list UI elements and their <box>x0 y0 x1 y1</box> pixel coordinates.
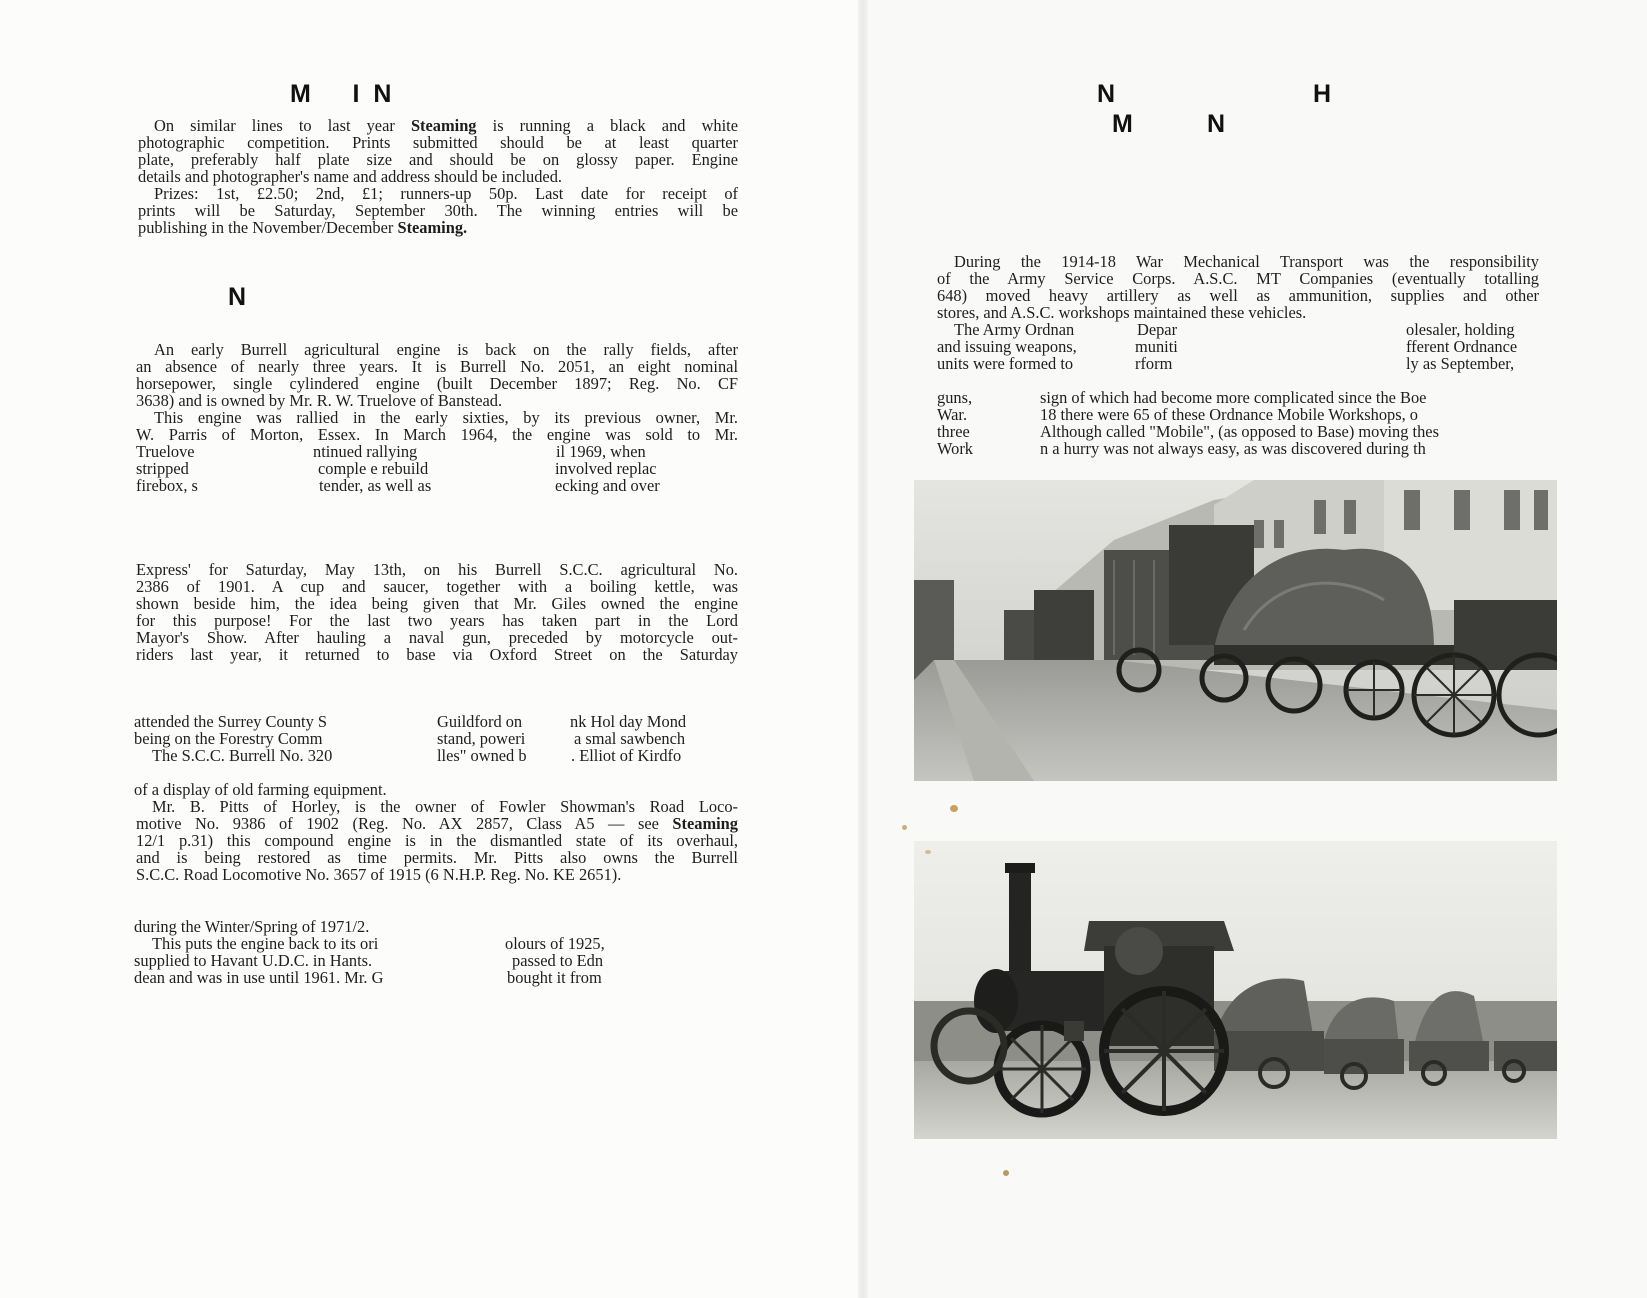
text-fragment: involved replac <box>555 459 657 478</box>
text-line: Mayor's Show. After hauling a naval gun, preceded by motorcycle out- <box>136 628 738 647</box>
text-fragment: stand, poweri <box>437 729 526 748</box>
text-fragment: guns, <box>937 388 973 407</box>
text-fragment: olours of 1925, <box>505 934 605 953</box>
text-fragment: muniti <box>1135 337 1178 356</box>
text-line: This engine was rallied in the early sixties, by its previous owner, Mr. <box>154 408 738 427</box>
text-fragment: a smal sawbench <box>574 729 686 748</box>
text-line: Mr. B. Pitts of Horley, is the owner of Fowler Showman's Road Loco- <box>152 797 738 816</box>
text-fragment: This puts the engine back to its ori <box>152 934 379 953</box>
text-line: of a display of old farming equipment. <box>134 780 387 799</box>
wagon-convoy-image <box>914 480 1557 781</box>
text-fragment: Truelove <box>136 442 195 461</box>
text-fragment: Work <box>937 439 974 458</box>
right-heading-word: H <box>1313 80 1332 108</box>
text-fragment: n a hurry was not always easy, as was discovered during th <box>1040 439 1426 458</box>
right-heading-word: N <box>1097 80 1116 108</box>
text-fragment: and issuing weapons, <box>937 337 1077 356</box>
text-line: 3638) and is owned by Mr. R. W. Truelove of Banstead. <box>136 391 503 410</box>
text-line: of the Army Service Corps. A.S.C. MT Companies (eventually totalling <box>937 269 1539 288</box>
text-line: S.C.C. Road Locomotive No. 3657 of 1915 (6 N.H.P. Reg. No. KE 2651). <box>136 865 622 884</box>
text-fragment: bought it from <box>507 968 602 987</box>
text-fragment: attended the Surrey County S <box>134 712 328 731</box>
photo-wagon-convoy <box>914 480 1557 781</box>
text-line: 2386 of 1901. A cup and saucer, together with a boiling kettle, was <box>136 577 738 596</box>
text-line: An early Burrell agricultural engine is back on the rally fields, after <box>154 340 738 359</box>
text-fragment: rform <box>1135 354 1173 373</box>
burrell-heading: N <box>228 283 247 311</box>
text-fragment: Depar <box>1137 320 1178 339</box>
text-line: motive No. 9386 of 1902 (Reg. No. AX 2857, Class A5 — see Steaming <box>136 814 738 833</box>
scan-speck <box>925 850 931 854</box>
text-fragment: The S.C.C. Burrell No. 320 <box>152 746 333 765</box>
text-line: and is being restored as time permits. Mr. Pitts also owns the Burrell <box>136 848 738 867</box>
text-fragment: ntinued rallying <box>313 442 418 461</box>
text-line: shown beside him, the idea being given that Mr. Giles owned the engine <box>136 594 738 613</box>
scan-speck <box>1003 1170 1009 1176</box>
text-line: 648) moved heavy artillery as well as ammunition, supplies and other <box>937 286 1539 305</box>
text-line: stores, and A.S.C. workshops maintained these vehicles. <box>937 303 1307 322</box>
text-line: plate, preferably half plate size and should be on glossy paper. Engine <box>138 150 738 169</box>
text-line: On similar lines to last year Steaming is running a black and white <box>154 116 738 135</box>
text-fragment: comple e rebuild <box>318 459 429 478</box>
text-fragment: War. <box>937 405 968 424</box>
traction-engine-image <box>914 841 1557 1139</box>
text-line: details and photographer's name and address should be included. <box>138 167 562 186</box>
text-fragment: . Elliot of Kirdfo <box>571 746 682 765</box>
text-fragment: ecking and over <box>555 476 660 495</box>
text-fragment: stripped <box>136 459 189 478</box>
text-fragment: lles" owned b <box>437 746 527 765</box>
competition-heading: M I N <box>290 80 392 108</box>
photo-traction-engine <box>914 841 1557 1139</box>
text-fragment: fferent Ordnance <box>1406 337 1518 356</box>
right-heading-word: N <box>1207 110 1226 138</box>
text-line: for this purpose! For the last two years has taken part in the Lord <box>136 611 738 630</box>
text-fragment: 18 there were 65 of these Ordnance Mobile Workshops, o <box>1040 405 1418 424</box>
page-gutter <box>858 0 868 1298</box>
text-line: Prizes: 1st, £2.50; 2nd, £1; runners-up 50p. Last date for receipt of <box>154 184 738 203</box>
text-fragment: Guildford on <box>437 712 523 731</box>
scan-speck <box>950 805 958 812</box>
text-line: Express' for Saturday, May 13th, on his Burrell S.C.C. agricultural No. <box>136 560 738 579</box>
right-heading-word: M <box>1112 110 1133 138</box>
text-line: an absence of nearly three years. It is Burrell No. 2051, an eight nominal <box>136 357 738 376</box>
text-line: publishing in the November/December Steaming. <box>138 218 468 237</box>
text-fragment: tender, as well as <box>319 476 432 495</box>
text-line: photographic competition. Prints submitted should be at least quarter <box>138 133 738 152</box>
text-line: W. Parris of Morton, Essex. In March 1964, the engine was sold to Mr. <box>136 425 738 444</box>
text-line: during the Winter/Spring of 1971/2. <box>134 917 370 936</box>
text-line: 12/1 p.31) this compound engine is in the dismantled state of its overhaul, <box>136 831 738 850</box>
scan-speck <box>902 825 907 830</box>
text-fragment: firebox, s <box>136 476 198 495</box>
text-fragment: three <box>937 422 970 441</box>
text-line: prints will be Saturday, September 30th. The winning entries will be <box>138 201 738 220</box>
text-fragment: supplied to Havant U.D.C. in Hants. <box>134 951 373 970</box>
text-fragment: being on the Forestry Comm <box>134 729 323 748</box>
text-fragment: nk Hol day Mond <box>570 712 687 731</box>
text-line: During the 1914-18 War Mechanical Transport was the responsibility <box>954 252 1539 271</box>
text-fragment: Although called "Mobile", (as opposed to Base) moving thes <box>1040 422 1439 441</box>
text-fragment: passed to Edn <box>512 951 604 970</box>
text-fragment: sign of which had become more complicated since the Boe <box>1040 388 1427 407</box>
text-fragment: il 1969, when <box>556 442 646 461</box>
text-line: riders last year, it returned to base via Oxford Street on the Saturday <box>136 645 738 664</box>
text-line: horsepower, single cylindered engine (built December 1897; Reg. No. CF <box>136 374 738 393</box>
text-fragment: dean and was in use until 1961. Mr. G <box>134 968 384 987</box>
text-fragment: olesaler, holding <box>1406 320 1515 339</box>
text-fragment: units were formed to <box>937 354 1074 373</box>
text-fragment: The Army Ordnan <box>954 320 1075 339</box>
text-fragment: ly as September, <box>1406 354 1515 373</box>
